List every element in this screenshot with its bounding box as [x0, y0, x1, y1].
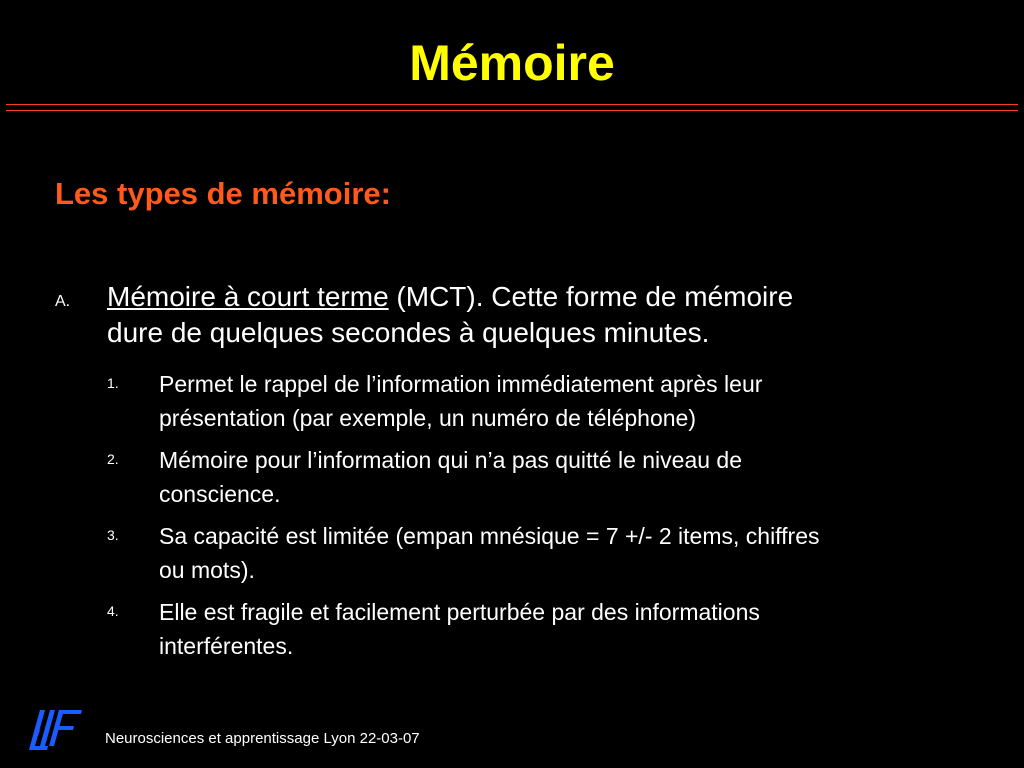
term-short-term-memory: Mémoire à court terme	[107, 281, 389, 312]
list-item-line1: Sa capacité est limitée (empan mnésique = 7 +/- 2 items, chiffres	[159, 523, 820, 549]
numbered-list	[107, 367, 987, 671]
list-item	[107, 595, 987, 663]
list-number: 1.	[107, 375, 119, 391]
list-number: 2.	[107, 451, 119, 467]
bullet-text-a-line2: dure de quelques secondes à quelques minutes.	[107, 317, 710, 348]
list-item	[107, 367, 987, 435]
section-heading: Les types de mémoire:	[55, 176, 391, 211]
list-item-line1: Mémoire pour l’information qui n’a pas quitté le niveau de	[159, 447, 742, 473]
lif-logo	[26, 706, 86, 754]
list-item-line1: Permet le rappel de l’information immédiatement après leur	[159, 371, 763, 397]
bullet-text-a-line1: (MCT). Cette forme de mémoire	[388, 281, 794, 312]
bullet-marker-a: A.	[55, 293, 71, 310]
slide-title: Mémoire	[409, 35, 615, 91]
list-item-text	[159, 443, 987, 511]
list-item-line1: Elle est fragile et facilement perturbée par des informations	[159, 599, 760, 625]
list-item-line2: interférentes.	[159, 633, 294, 659]
list-item-line2: conscience.	[159, 481, 281, 507]
bullet-text-a	[107, 279, 985, 351]
list-item-line2: ou mots).	[159, 557, 255, 583]
bullet-item-a	[55, 279, 985, 351]
list-item	[107, 443, 987, 511]
list-item-text	[159, 519, 987, 587]
list-item	[107, 519, 987, 587]
list-item-text	[159, 367, 987, 435]
list-number: 3.	[107, 527, 119, 543]
title-divider-bottom	[6, 110, 1018, 111]
title-divider-top	[6, 104, 1018, 105]
slide-footer: Neurosciences et apprentissage Lyon 22-03-07	[105, 730, 420, 747]
list-item-line2: présentation (par exemple, un numéro de téléphone)	[159, 405, 697, 431]
list-item-text	[159, 595, 987, 663]
list-number: 4.	[107, 603, 119, 619]
